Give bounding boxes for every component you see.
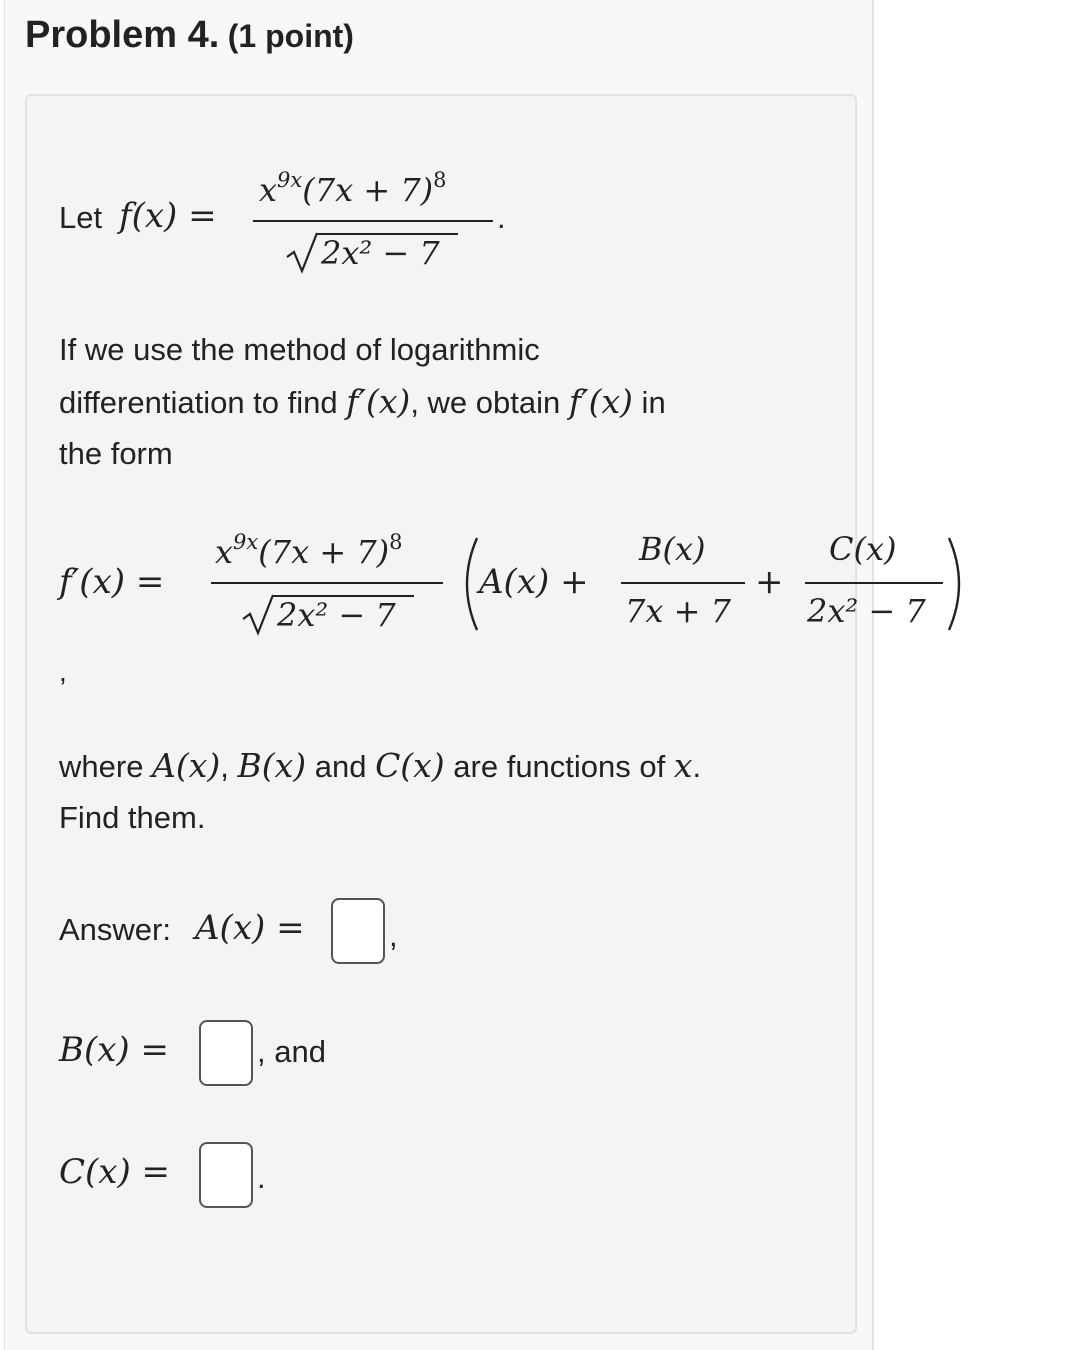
problem-header bbox=[25, 14, 354, 57]
where-line-2: Find them. bbox=[59, 800, 206, 835]
form-sqrt-sign bbox=[241, 593, 275, 637]
a-term: A(x) + bbox=[479, 562, 589, 602]
form-numerator: $x^{9x}(7x + 7)^8$ bbox=[215, 530, 403, 571]
form-denominator: 2x² − 7 bbox=[277, 596, 396, 634]
f-lhs: f(x) = bbox=[119, 196, 217, 236]
right-paren bbox=[945, 536, 971, 632]
a-suffix: , bbox=[389, 918, 398, 953]
form-fraction-bar bbox=[211, 582, 443, 584]
b-answer-input[interactable] bbox=[199, 1020, 253, 1086]
problem-title: Problem 4. bbox=[25, 14, 220, 56]
b-suffix: , and bbox=[257, 1034, 326, 1069]
f-fraction-bar bbox=[253, 220, 493, 222]
b-label: B(x) = bbox=[59, 1030, 169, 1070]
b-fraction-bar bbox=[621, 582, 745, 584]
c-denominator: 2x² − 7 bbox=[807, 592, 926, 630]
c-answer-input[interactable] bbox=[199, 1142, 253, 1208]
paragraph-line-2: differentiation to find f′(x), we obtain f′(x) in bbox=[59, 382, 666, 421]
b-numerator: B(x) bbox=[639, 530, 706, 568]
f-numerator: $x^{9x}(7x + 7)^8$ bbox=[259, 168, 447, 209]
f-denominator: 2x² − 7 bbox=[321, 234, 440, 272]
paragraph-line-1: If we use the method of logarithmic bbox=[59, 332, 540, 367]
paragraph-line-3: the form bbox=[59, 436, 173, 471]
c-label: C(x) = bbox=[59, 1152, 171, 1192]
form-comma: , bbox=[59, 656, 67, 687]
a-label: A(x) = bbox=[195, 908, 305, 948]
left-paren bbox=[455, 536, 481, 632]
plus-sign: + bbox=[755, 562, 784, 602]
problem-body bbox=[25, 94, 926, 1334]
let-word: Let bbox=[59, 200, 103, 235]
c-fraction-bar bbox=[805, 582, 943, 584]
answer-label: Answer: bbox=[59, 912, 171, 947]
b-denominator: 7x + 7 bbox=[625, 592, 731, 630]
a-answer-input[interactable] bbox=[331, 898, 385, 964]
period: . bbox=[497, 200, 506, 235]
problem-points: (1 point) bbox=[227, 18, 354, 54]
form-lhs: f′(x) = bbox=[59, 562, 165, 602]
c-numerator: C(x) bbox=[829, 530, 897, 568]
c-suffix: . bbox=[257, 1160, 266, 1195]
where-line-1: where A(x), B(x) and C(x) are functions of x. bbox=[59, 746, 702, 785]
sqrt-sign bbox=[285, 231, 319, 275]
problem-panel bbox=[4, 0, 926, 1350]
